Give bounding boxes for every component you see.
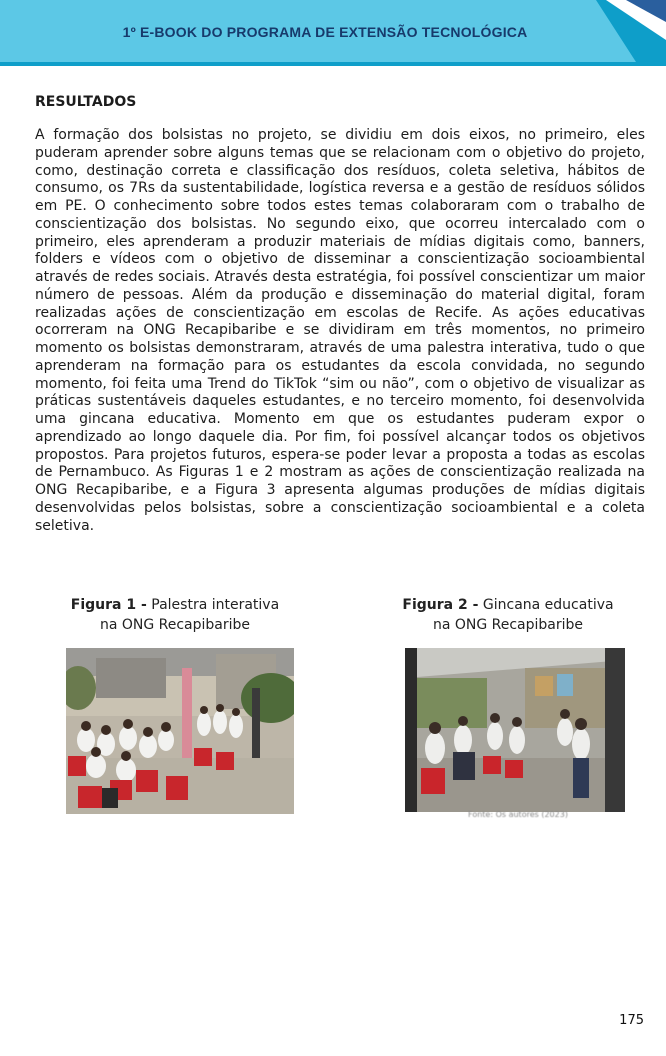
figure-2-caption xyxy=(383,595,633,635)
figure-1-label: Figura 1 - xyxy=(70,597,147,613)
figure-1-photo xyxy=(66,648,294,814)
body-paragraph: A formação dos bolsistas no projeto, se dividiu em dois eixos, no primeiro, eles puderam aprender sobre alguns temas que se relacionam com o objetivo do projeto, como, destinação correta e classificação dos resíduos, coleta seletiva, hábitos de consumo, os 7Rs da sustentabilidade, logística reversa e a gestão de resíduos sólidos em PE. O conhecimento sobre todos estes temas colaboraram com o trabalho de conscientização dos bolsistas. No segundo eixo, que ocorreu intercalado com o primeiro, eles aprenderam a produzir materiais de mídias digitais como, banners, folders e vídeos com o objetivo de disseminar a conscientização socioambiental através de redes sociais. Através desta estratégia, foi possível conscientizar um maior número de pessoas. Além da produção e disseminação do material digital, foram realizadas ações de conscientização em escolas de Recife. As ações educativas ocorreram na ONG Recapibaribe e se dividiram em três momentos, no primeiro momento os bolsistas demonstraram, através de uma palestra interativa, tudo o que aprenderam na formação para os estudantes da escola convidada, no segundo momento, foi feita uma Trend do TikTok “sim ou não”, com o objetivo de visualizar as práticas sustentáveis daqueles estudantes, e no terceiro momento, foi desenvolvida uma gincana educativa. Momento em que os estudantes puderam expor o aprendizado ao longo daquele dia. Por fim, foi possível alcançar todos os objetivos propostos. Para projetos futuros, espera-se poder levar a proposta a todas as escolas de Pernambuco. As Figuras 1 e 2 mostram as ações de conscientização realizada na ONG Recapibaribe, e a Figura 3 apresenta algumas produções de mídias digitais desenvolvidas pelos bolsistas, sobre a conscientização socioambiental e a coleta seletiva. xyxy=(35,127,645,534)
figure-2-caption-line2: na ONG Recapibaribe xyxy=(432,617,584,633)
figure-2-caption-line1: Gincana educativa xyxy=(482,597,614,613)
section-heading: RESULTADOS xyxy=(35,94,137,110)
figure-1-caption-line2: na ONG Recapibaribe xyxy=(99,617,251,633)
figure-1-caption xyxy=(50,595,300,635)
figure-2-source: Fonte: Os autores (2023) xyxy=(468,810,568,818)
figure-2-illustration xyxy=(405,648,625,812)
figure-1-caption-line1: Palestra interativa xyxy=(151,597,280,613)
figure-1-illustration xyxy=(66,648,294,814)
ebook-title: 1º E-BOOK DO PROGRAMA DE EXTENSÃO TECNOLÓGICA xyxy=(122,24,528,40)
figure-2-photo xyxy=(405,648,625,812)
figure-2-label: Figura 2 - xyxy=(402,597,479,613)
page-number: 175 xyxy=(619,1013,644,1028)
header-banner xyxy=(0,0,666,66)
